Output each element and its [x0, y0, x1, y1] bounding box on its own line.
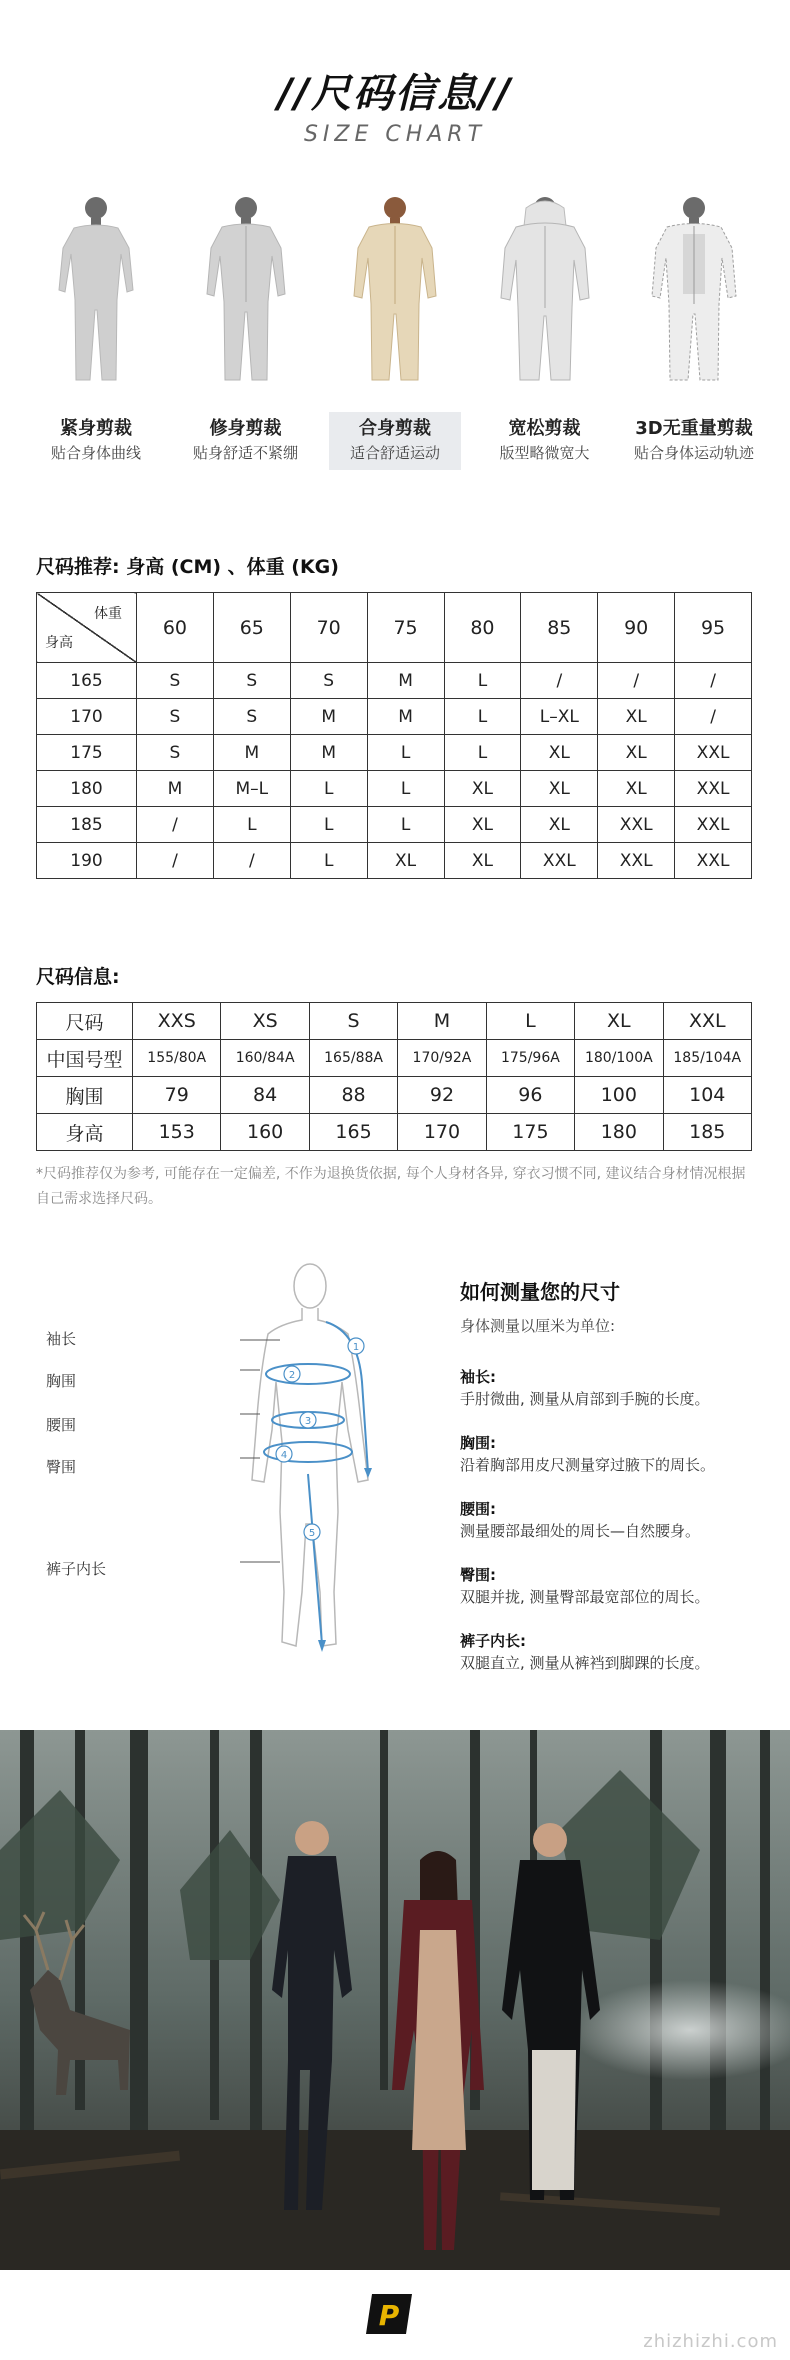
- page-subtitle: SIZE CHART: [303, 122, 487, 147]
- measurement-title: 如何测量您的尺寸: [460, 1280, 620, 1304]
- size-cell: S: [290, 663, 367, 699]
- size-cell: /: [675, 699, 752, 735]
- size-cell: /: [675, 663, 752, 699]
- measurement-name: 腰围:: [460, 1500, 496, 1518]
- size-cell: L: [367, 735, 444, 771]
- height-cell: 190: [37, 843, 137, 879]
- forest-model-photo: [0, 1730, 790, 2270]
- size-cell: XXL: [521, 843, 598, 879]
- size-cell: S: [137, 699, 214, 735]
- size-cell: 165: [309, 1114, 397, 1151]
- size-cell: XL: [444, 843, 521, 879]
- weight-header: 65: [213, 593, 290, 663]
- size-cell: 160/84A: [221, 1040, 309, 1077]
- measurement-item: [460, 1366, 760, 1410]
- table-row: [37, 1077, 752, 1114]
- label-waist: 腰围: [46, 1416, 77, 1434]
- row-label: 中国号型: [37, 1040, 133, 1077]
- fit-option-regular: [329, 190, 461, 490]
- measurement-item: [460, 1630, 760, 1674]
- measurement-subtitle: 身体测量以厘米为单位:: [460, 1317, 616, 1335]
- label-hip: 臀围: [46, 1458, 77, 1476]
- height-cell: 170: [37, 699, 137, 735]
- size-cell: XXL: [675, 735, 752, 771]
- weight-header: 75: [367, 593, 444, 663]
- size-cell: L: [444, 735, 521, 771]
- row-label: 胸围: [37, 1077, 133, 1114]
- table-header-row: [37, 593, 752, 663]
- size-cell: L: [290, 771, 367, 807]
- size-cell: XL: [575, 1003, 663, 1040]
- size-cell: M: [398, 1003, 486, 1040]
- fit-description: 版型略微宽大: [499, 444, 590, 462]
- measurement-desc: 双腿直立, 测量从裤裆到脚踝的长度。: [460, 1654, 710, 1672]
- size-cell: XXS: [133, 1003, 221, 1040]
- weight-header: 90: [598, 593, 675, 663]
- size-cell: M: [213, 735, 290, 771]
- size-cell: 104: [663, 1077, 751, 1114]
- size-cell: 100: [575, 1077, 663, 1114]
- weight-header: 60: [137, 593, 214, 663]
- size-cell: XXL: [675, 771, 752, 807]
- size-cell: XL: [521, 735, 598, 771]
- height-cell: 185: [37, 807, 137, 843]
- fit-option-tight: [30, 190, 162, 490]
- size-cell: 175/96A: [486, 1040, 574, 1077]
- size-cell: L: [290, 843, 367, 879]
- measurement-desc: 测量腰部最细处的周长—自然腰身。: [460, 1522, 701, 1540]
- size-cell: 96: [486, 1077, 574, 1114]
- size-cell: M–L: [213, 771, 290, 807]
- table-row: [37, 663, 752, 699]
- size-cell: 165/88A: [309, 1040, 397, 1077]
- measure-number: 1: [352, 1342, 360, 1353]
- watermark: zhizhizhi.com: [643, 2331, 778, 2352]
- size-cell: S: [137, 663, 214, 699]
- size-cell: /: [521, 663, 598, 699]
- size-cell: XXL: [598, 843, 675, 879]
- fit-name: 宽松剪裁: [508, 418, 581, 439]
- size-cell: XXL: [598, 807, 675, 843]
- size-cell: L: [444, 699, 521, 735]
- size-cell: 180: [575, 1114, 663, 1151]
- loose-fit-figure-icon: [490, 190, 600, 390]
- size-cell: 180/100A: [575, 1040, 663, 1077]
- page-title: //尺码信息//: [277, 71, 513, 117]
- table-row: [37, 1040, 752, 1077]
- size-cell: M: [367, 663, 444, 699]
- row-label: 身高: [37, 1114, 133, 1151]
- size-cell: M: [290, 735, 367, 771]
- forest-scene-image: [0, 1730, 790, 2270]
- size-cell: /: [213, 843, 290, 879]
- size-cell: 84: [221, 1077, 309, 1114]
- table-row: [37, 1003, 752, 1040]
- height-cell: 175: [37, 735, 137, 771]
- 3d-fit-figure-icon: [639, 190, 749, 390]
- size-cell: S: [137, 735, 214, 771]
- body-measurement-figure: [240, 1262, 430, 1662]
- fit-description: 贴合身体运动轨迹: [633, 444, 754, 462]
- size-cell: XXL: [675, 807, 752, 843]
- measurement-item: [460, 1498, 760, 1542]
- weight-header: 85: [521, 593, 598, 663]
- tight-fit-figure-icon: [41, 190, 151, 390]
- height-cell: 180: [37, 771, 137, 807]
- fit-option-3d: [628, 190, 760, 490]
- fit-name: 紧身剪裁: [60, 418, 132, 439]
- measurement-guide: [460, 1276, 760, 1674]
- measurement-item: [460, 1432, 760, 1476]
- size-cell: 185: [663, 1114, 751, 1151]
- page-header: [0, 70, 790, 147]
- fit-name: 修身剪裁: [209, 418, 282, 439]
- measure-number: 4: [280, 1450, 288, 1461]
- measurement-name: 袖长:: [460, 1368, 496, 1386]
- selected-fit-highlight: [329, 412, 461, 470]
- label-sleeve: 袖长: [46, 1330, 77, 1348]
- size-cell: /: [598, 663, 675, 699]
- fit-name: 3D无重量剪裁: [635, 418, 753, 439]
- size-cell: XL: [444, 807, 521, 843]
- size-cell: M: [137, 771, 214, 807]
- size-cell: XL: [521, 771, 598, 807]
- measurement-desc: 沿着胸部用皮尺测量穿过腋下的周长。: [460, 1456, 716, 1474]
- table-row: [37, 699, 752, 735]
- table-row: [37, 807, 752, 843]
- size-cell: XL: [598, 735, 675, 771]
- weight-header: 70: [290, 593, 367, 663]
- table-corner-cell: [37, 593, 137, 663]
- fit-options: [30, 190, 760, 490]
- logo-letter: P: [378, 2299, 400, 2332]
- size-recommendation-heading: 尺码推荐: 身高 (CM) 、体重 (KG): [36, 556, 339, 578]
- size-cell: S: [213, 699, 290, 735]
- size-info-heading: 尺码信息:: [36, 966, 120, 988]
- size-cell: XL: [444, 771, 521, 807]
- height-cell: 165: [37, 663, 137, 699]
- size-cell: M: [290, 699, 367, 735]
- size-cell: XL: [598, 771, 675, 807]
- size-disclaimer: *尺码推荐仅为参考, 可能存在一定偏差, 不作为退换货依据, 每个人身材各异, 穿衣习惯不同, 建议结合身材情况根据自己需求选择尺码。: [36, 1166, 746, 1207]
- height-axis-label: 身高: [45, 635, 73, 651]
- weight-axis-label: 体重: [94, 606, 122, 622]
- label-chest: 胸围: [46, 1372, 77, 1390]
- fit-description: 适合舒适运动: [349, 444, 440, 462]
- fit-option-slim: [180, 190, 312, 490]
- size-cell: L: [213, 807, 290, 843]
- measure-number: 5: [308, 1528, 316, 1539]
- size-cell: XS: [221, 1003, 309, 1040]
- regular-fit-figure-icon: [340, 190, 450, 390]
- weight-header: 80: [444, 593, 521, 663]
- size-cell: 170: [398, 1114, 486, 1151]
- brand-logo-icon: [362, 2290, 416, 2338]
- row-label: 尺码: [37, 1003, 133, 1040]
- chest-line: [266, 1364, 350, 1384]
- measurement-desc: 手肘微曲, 测量从肩部到手腕的长度。: [460, 1390, 710, 1408]
- measurement-name: 裤子内长:: [460, 1632, 526, 1650]
- size-cell: /: [137, 843, 214, 879]
- weight-header: 95: [675, 593, 752, 663]
- slim-fit-figure-icon: [191, 190, 301, 390]
- size-cell: XL: [521, 807, 598, 843]
- fit-option-loose: [479, 190, 611, 490]
- size-cell: L: [367, 771, 444, 807]
- size-cell: 88: [309, 1077, 397, 1114]
- measure-number: 3: [304, 1416, 312, 1427]
- label-inseam: 裤子内长: [46, 1560, 107, 1578]
- size-cell: 155/80A: [133, 1040, 221, 1077]
- size-cell: 92: [398, 1077, 486, 1114]
- size-cell: 153: [133, 1114, 221, 1151]
- size-cell: 170/92A: [398, 1040, 486, 1077]
- measurement-name: 臀围:: [460, 1566, 496, 1584]
- fit-description: 贴身舒适不紧绷: [192, 444, 298, 462]
- size-cell: 79: [133, 1077, 221, 1114]
- size-cell: L: [290, 807, 367, 843]
- size-cell: L–XL: [521, 699, 598, 735]
- size-cell: L: [367, 807, 444, 843]
- table-row: [37, 735, 752, 771]
- size-cell: S: [309, 1003, 397, 1040]
- size-cell: XL: [367, 843, 444, 879]
- measurement-name: 胸围:: [460, 1434, 496, 1452]
- size-info-table: [36, 1002, 752, 1151]
- table-row: [37, 771, 752, 807]
- size-cell: S: [213, 663, 290, 699]
- measurement-item: [460, 1564, 760, 1608]
- size-cell: 160: [221, 1114, 309, 1151]
- size-cell: 185/104A: [663, 1040, 751, 1077]
- page-footer: [0, 2270, 790, 2360]
- size-recommendation-table: [36, 592, 752, 879]
- size-cell: M: [367, 699, 444, 735]
- size-cell: XXL: [675, 843, 752, 879]
- size-cell: L: [444, 663, 521, 699]
- table-row: [37, 1114, 752, 1151]
- fit-name: 合身剪裁: [359, 418, 431, 439]
- size-cell: L: [486, 1003, 574, 1040]
- size-cell: XXL: [663, 1003, 751, 1040]
- table-row: [37, 843, 752, 879]
- size-cell: 175: [486, 1114, 574, 1151]
- size-cell: XL: [598, 699, 675, 735]
- fit-description: 贴合身体曲线: [50, 444, 141, 462]
- inseam-line: [308, 1474, 322, 1644]
- measurement-desc: 双腿并拢, 测量臀部最宽部位的周长。: [460, 1588, 710, 1606]
- measure-number: 2: [288, 1370, 296, 1381]
- size-cell: /: [137, 807, 214, 843]
